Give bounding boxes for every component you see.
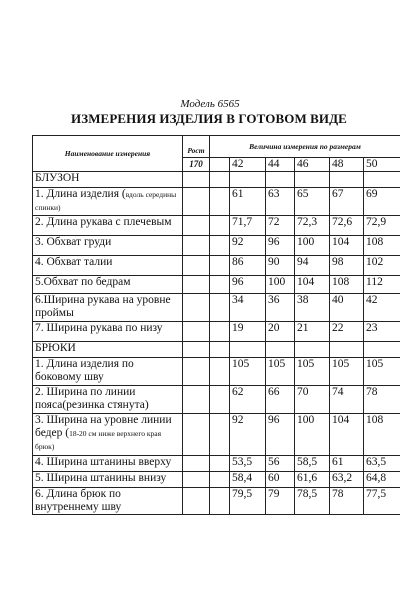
empty-cell [210, 294, 230, 322]
measurement-label [33, 386, 183, 414]
measurement-value: 78 [330, 488, 364, 515]
measurement-value: 36 [266, 294, 295, 322]
table-header-row [33, 136, 400, 158]
measurement-label [33, 236, 183, 256]
measurement-value: 104 [295, 276, 330, 294]
table-row [33, 386, 400, 414]
empty-cell [230, 342, 266, 358]
measurement-value: 92 [230, 236, 266, 256]
measurement-value: 61 [330, 456, 364, 472]
measurement-value: 22 [330, 322, 364, 342]
empty-cell [183, 342, 210, 358]
measurement-value: 104 [330, 236, 364, 256]
height-label: Рост [183, 136, 210, 158]
measurement-value: 61 [230, 188, 266, 216]
empty-cell [183, 172, 210, 188]
empty-cell [210, 456, 230, 472]
measurement-value: 79,5 [230, 488, 266, 515]
table-row [33, 414, 400, 456]
empty-cell [183, 414, 210, 456]
measurement-label [33, 294, 183, 322]
measurement-value: 23 [364, 322, 400, 342]
measurements-table [32, 135, 400, 515]
measurement-label [33, 256, 183, 276]
section-title: БЛУЗОН [33, 172, 183, 188]
measurement-value: 105 [295, 358, 330, 386]
empty-cell [295, 342, 330, 358]
measurement-value: 72 [266, 216, 295, 236]
empty-cell [295, 172, 330, 188]
empty-cell [210, 414, 230, 456]
measurement-label [33, 276, 183, 294]
measurement-value: 105 [364, 358, 400, 386]
empty-cell [183, 276, 210, 294]
empty-cell [183, 386, 210, 414]
measurement-label-text: 1. Длина изделия ( [35, 188, 126, 200]
measurement-value: 90 [266, 256, 295, 276]
measurement-value: 58,4 [230, 472, 266, 488]
measurement-value: 53,5 [230, 456, 266, 472]
measurement-value: 105 [230, 358, 266, 386]
measurement-label [33, 456, 183, 472]
measurement-label-text: 2. Длина рукава с плечевым [35, 216, 172, 228]
empty-cell [364, 172, 400, 188]
measurement-value: 61,6 [295, 472, 330, 488]
empty-cell [183, 358, 210, 386]
measurement-value: 63 [266, 188, 295, 216]
size-header-cell: 46 [295, 158, 330, 172]
measurement-label-text: 1. Длина изделия по боковому шву [35, 358, 134, 383]
measurement-value: 72,3 [295, 216, 330, 236]
measurement-value: 67 [330, 188, 364, 216]
section-row [33, 342, 400, 358]
measurement-value: 38 [295, 294, 330, 322]
measurement-value: 108 [364, 414, 400, 456]
empty-cell [210, 276, 230, 294]
size-header-cell: 42 [230, 158, 266, 172]
measurement-value: 20 [266, 322, 295, 342]
measurement-value: 96 [266, 236, 295, 256]
empty-cell [183, 472, 210, 488]
measurement-label-text: 7. Ширина рукава по низу [35, 322, 163, 334]
measurement-value: 108 [364, 236, 400, 256]
empty-cell [210, 472, 230, 488]
measurement-label-text: 6.Ширина рукава на уровне проймы [35, 294, 171, 319]
table-row [33, 358, 400, 386]
measurement-value: 19 [230, 322, 266, 342]
empty-cell [210, 322, 230, 342]
empty-cell [330, 342, 364, 358]
measurement-value: 58,5 [295, 456, 330, 472]
size-header-cell: 44 [266, 158, 295, 172]
table-row [33, 456, 400, 472]
empty-cell [330, 172, 364, 188]
measurement-label-text: 3. Обхват груди [35, 236, 112, 248]
measurement-label-text: 3. Ширина на уровне линии бедер ( [35, 414, 172, 439]
empty-cell [183, 256, 210, 276]
measurement-label-text: 5. Ширина штанины внизу [35, 472, 167, 484]
measurement-label [33, 358, 183, 386]
measurement-value: 72,9 [364, 216, 400, 236]
measurement-value: 21 [295, 322, 330, 342]
empty-cell [210, 172, 230, 188]
measurement-value: 71,7 [230, 216, 266, 236]
measurement-value: 65 [295, 188, 330, 216]
section-row [33, 172, 400, 188]
measurement-value: 63,2 [330, 472, 364, 488]
measurement-value: 100 [295, 236, 330, 256]
document-title: ИЗМЕРЕНИЯ ИЗДЕЛИЯ В ГОТОВОМ ВИДЕ [71, 111, 347, 126]
measurement-label-text: 2. Ширина по линии пояса(резинка стянута) [35, 386, 149, 411]
table-row [33, 322, 400, 342]
empty-cell [210, 236, 230, 256]
measurement-value: 104 [330, 414, 364, 456]
model-number: Модель 6565 [180, 98, 240, 110]
measurement-value: 86 [230, 256, 266, 276]
measurement-label [33, 488, 183, 515]
measurement-value: 105 [330, 358, 364, 386]
measurement-value: 78,5 [295, 488, 330, 515]
empty-cell [210, 188, 230, 216]
measurement-value: 34 [230, 294, 266, 322]
measurement-value: 56 [266, 456, 295, 472]
measurement-value: 72,6 [330, 216, 364, 236]
measurement-label [33, 414, 183, 456]
empty-cell [210, 256, 230, 276]
measurement-label [33, 188, 183, 216]
empty-cell [183, 322, 210, 342]
table-row [33, 294, 400, 322]
table-row [33, 256, 400, 276]
size-spacer-cell [210, 158, 230, 172]
measurement-note: 18-20 см ниже верхнего края брюк) [35, 429, 162, 451]
empty-cell [230, 172, 266, 188]
size-header-cell: 50 [364, 158, 400, 172]
measurement-value: 77,5 [364, 488, 400, 515]
empty-cell [183, 188, 210, 216]
measurement-value: 70 [295, 386, 330, 414]
table-row [33, 472, 400, 488]
table-row [33, 216, 400, 236]
empty-cell [183, 216, 210, 236]
measurement-label-text: 6. Длина брюк по внутреннему шву [35, 488, 122, 513]
measurement-value: 40 [330, 294, 364, 322]
measurement-value: 66 [266, 386, 295, 414]
height-value: 170 [183, 158, 210, 172]
empty-cell [183, 236, 210, 256]
measurement-value: 92 [230, 414, 266, 456]
measurement-value: 69 [364, 188, 400, 216]
empty-cell [183, 294, 210, 322]
measurement-value: 62 [230, 386, 266, 414]
measurement-value: 79 [266, 488, 295, 515]
measurement-value: 60 [266, 472, 295, 488]
empty-cell [210, 358, 230, 386]
table-row [33, 276, 400, 294]
measurement-value: 108 [330, 276, 364, 294]
table-row [33, 488, 400, 515]
measurement-value: 42 [364, 294, 400, 322]
measurement-label [33, 472, 183, 488]
size-header-cell: 48 [330, 158, 364, 172]
measurement-value: 94 [295, 256, 330, 276]
section-title: БРЮКИ [33, 342, 183, 358]
empty-cell [183, 488, 210, 515]
table-row [33, 236, 400, 256]
measurement-value: 102 [364, 256, 400, 276]
empty-cell [210, 342, 230, 358]
measurement-label-text: 4. Ширина штанины вверху [35, 456, 172, 468]
empty-cell [210, 488, 230, 515]
measurement-value: 96 [266, 414, 295, 456]
measurement-note: вдоль середины спинки) [35, 190, 177, 212]
measurement-value: 74 [330, 386, 364, 414]
measurement-value: 96 [230, 276, 266, 294]
name-column-header: Наименование измерения [33, 136, 183, 172]
measurement-value: 100 [266, 276, 295, 294]
measurement-label-text: 5.Обхват по бедрам [35, 276, 131, 288]
empty-cell [266, 342, 295, 358]
measurement-value: 100 [295, 414, 330, 456]
measurement-value: 98 [330, 256, 364, 276]
measurement-value: 63,5 [364, 456, 400, 472]
empty-cell [183, 456, 210, 472]
measurement-value: 105 [266, 358, 295, 386]
empty-cell [210, 386, 230, 414]
measurement-value: 64,8 [364, 472, 400, 488]
table-row [33, 188, 400, 216]
sizes-column-header: Величина измерения по размерам [210, 136, 400, 158]
empty-cell [210, 216, 230, 236]
measurement-label [33, 322, 183, 342]
measurement-label-text: 4. Обхват талии [35, 256, 113, 268]
measurement-value: 78 [364, 386, 400, 414]
measurement-label [33, 216, 183, 236]
measurement-value: 112 [364, 276, 400, 294]
empty-cell [364, 342, 400, 358]
empty-cell [266, 172, 295, 188]
